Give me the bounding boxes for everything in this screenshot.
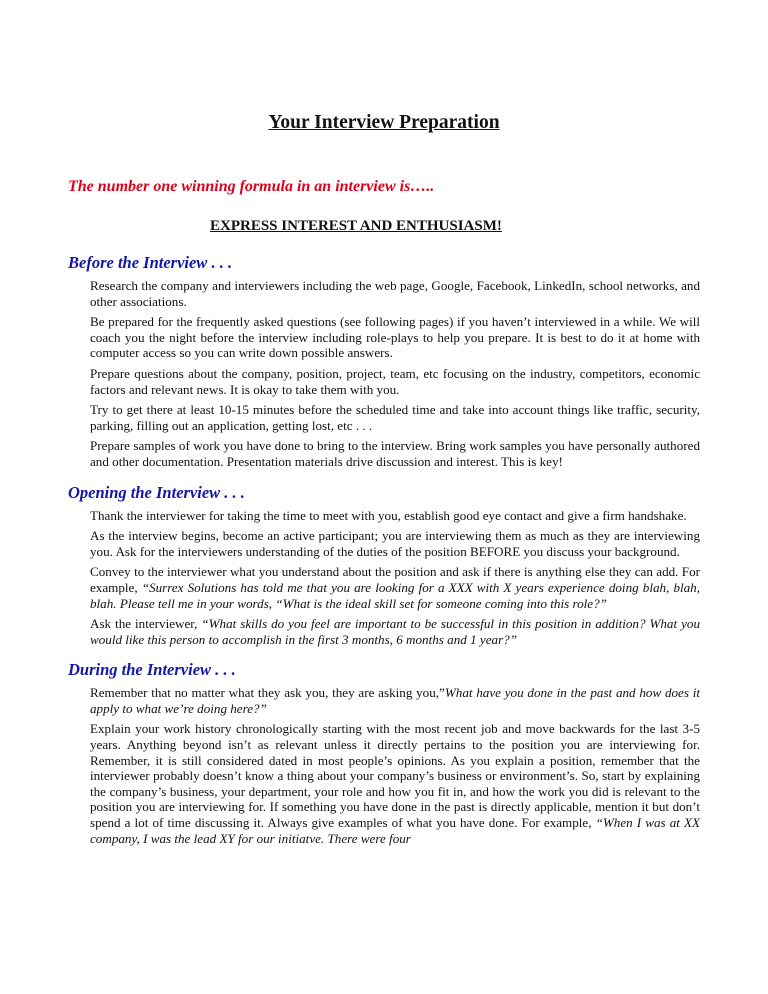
text-run: Remember that no matter what they ask you, they are asking you,” [90, 685, 445, 701]
text-run: Research the company and interviewers including the web page, Google, Facebook, LinkedIn, school networks, and other associations. [90, 278, 700, 309]
document-body [68, 252, 700, 858]
text-run: As the interview begins, become an active participant; you are interviewing them as much as they are interviewing you. Ask for the interviewers understanding of the duties of the position BEFORE you discuss your background. [90, 528, 700, 559]
quoted-text: “When I was at XX company, I was the lead XY for our initiatve. There were four [90, 815, 700, 846]
section-before-the-interview [68, 252, 700, 470]
paragraph [90, 564, 700, 611]
paragraph [90, 438, 700, 469]
paragraph [90, 402, 700, 433]
paragraph [90, 366, 700, 397]
paragraph [90, 685, 700, 716]
quoted-text: “Surrex Solutions has told me that you are looking for a XXX with X years experience doing blah, blah, blah. Please tell me in your words, “What is the ideal skill set for someone coming into this role?” [90, 579, 700, 611]
paragraph [90, 721, 700, 846]
section-heading: During the Interview . . . [68, 660, 236, 680]
paragraph [90, 278, 700, 309]
text-run: Try to get there at least 10-15 minutes before the scheduled time and take into account things like traffic, security, parking, filling out an application, getting lost, etc . . . [90, 402, 700, 433]
page-title: Your Interview Preparation [268, 112, 500, 133]
section-during-the-interview [68, 659, 700, 846]
section-heading: Opening the Interview . . . [68, 482, 245, 502]
text-run: Convey to the interviewer what you understand about the position and ask if there is anything else they can add. For example, [90, 564, 700, 595]
section-heading: Before the Interview . . . [68, 253, 233, 272]
text-run: Prepare samples of work you have done to bring to the interview. Bring work samples you have personally authored and other documentation. Presentation materials drive discussion and interest. This is key! [90, 438, 700, 469]
express-heading: EXPRESS INTEREST AND ENTHUSIASM! [210, 218, 502, 234]
lead-statement: The number one winning formula in an interview is….. [68, 178, 435, 195]
quoted-text: “What skills do you feel are important to be successful in this position in addition? What you would like this person to accomplish in the first 3 months, 6 months and 1 year?” [90, 616, 700, 647]
text-run: Thank the interviewer for taking the time to meet with you, establish good eye contact and give a firm handshake. [90, 507, 687, 523]
text-run: Prepare questions about the company, position, project, team, etc focusing on the industry, competitors, economic factors and relevant news. It is okay to take them with you. [90, 365, 700, 397]
paragraph [90, 314, 700, 361]
text-run: Explain your work history chronologically starting with the most recent job and move backwards for the last 3-5 years. Anything beyond isn’t as relevant unless it directly pertains to the position you are interviewing for. Remember, it is still considered dated in most people’s opinions. As you explain a position, remember that the interviewer probably doesn’t know a thing about your company’s business or environment’s. So, start by explaining the company’s business, your department, your role and how you fit in, and how the work you did is relevant to the position you are interviewing for. If something you have done in the past is directly applicable, mention it but don’t spend a lot of time discussing it. Always give examples of what you have done. For example, [90, 721, 700, 831]
text-run: Ask the interviewer, [90, 616, 202, 632]
paragraph [90, 508, 700, 524]
quoted-text: What have you done in the past and how does it apply to what we’re doing here?” [90, 685, 700, 716]
paragraph [90, 616, 700, 647]
paragraph [90, 528, 700, 559]
section-opening-the-interview [68, 482, 700, 648]
text-run: Be prepared for the frequently asked questions (see following pages) if you haven’t interviewed in a while. We will coach you the night before the interview including role-plays to help you prepare. It is best to do it at home with computer access so you can write down possible answers. [90, 314, 700, 361]
